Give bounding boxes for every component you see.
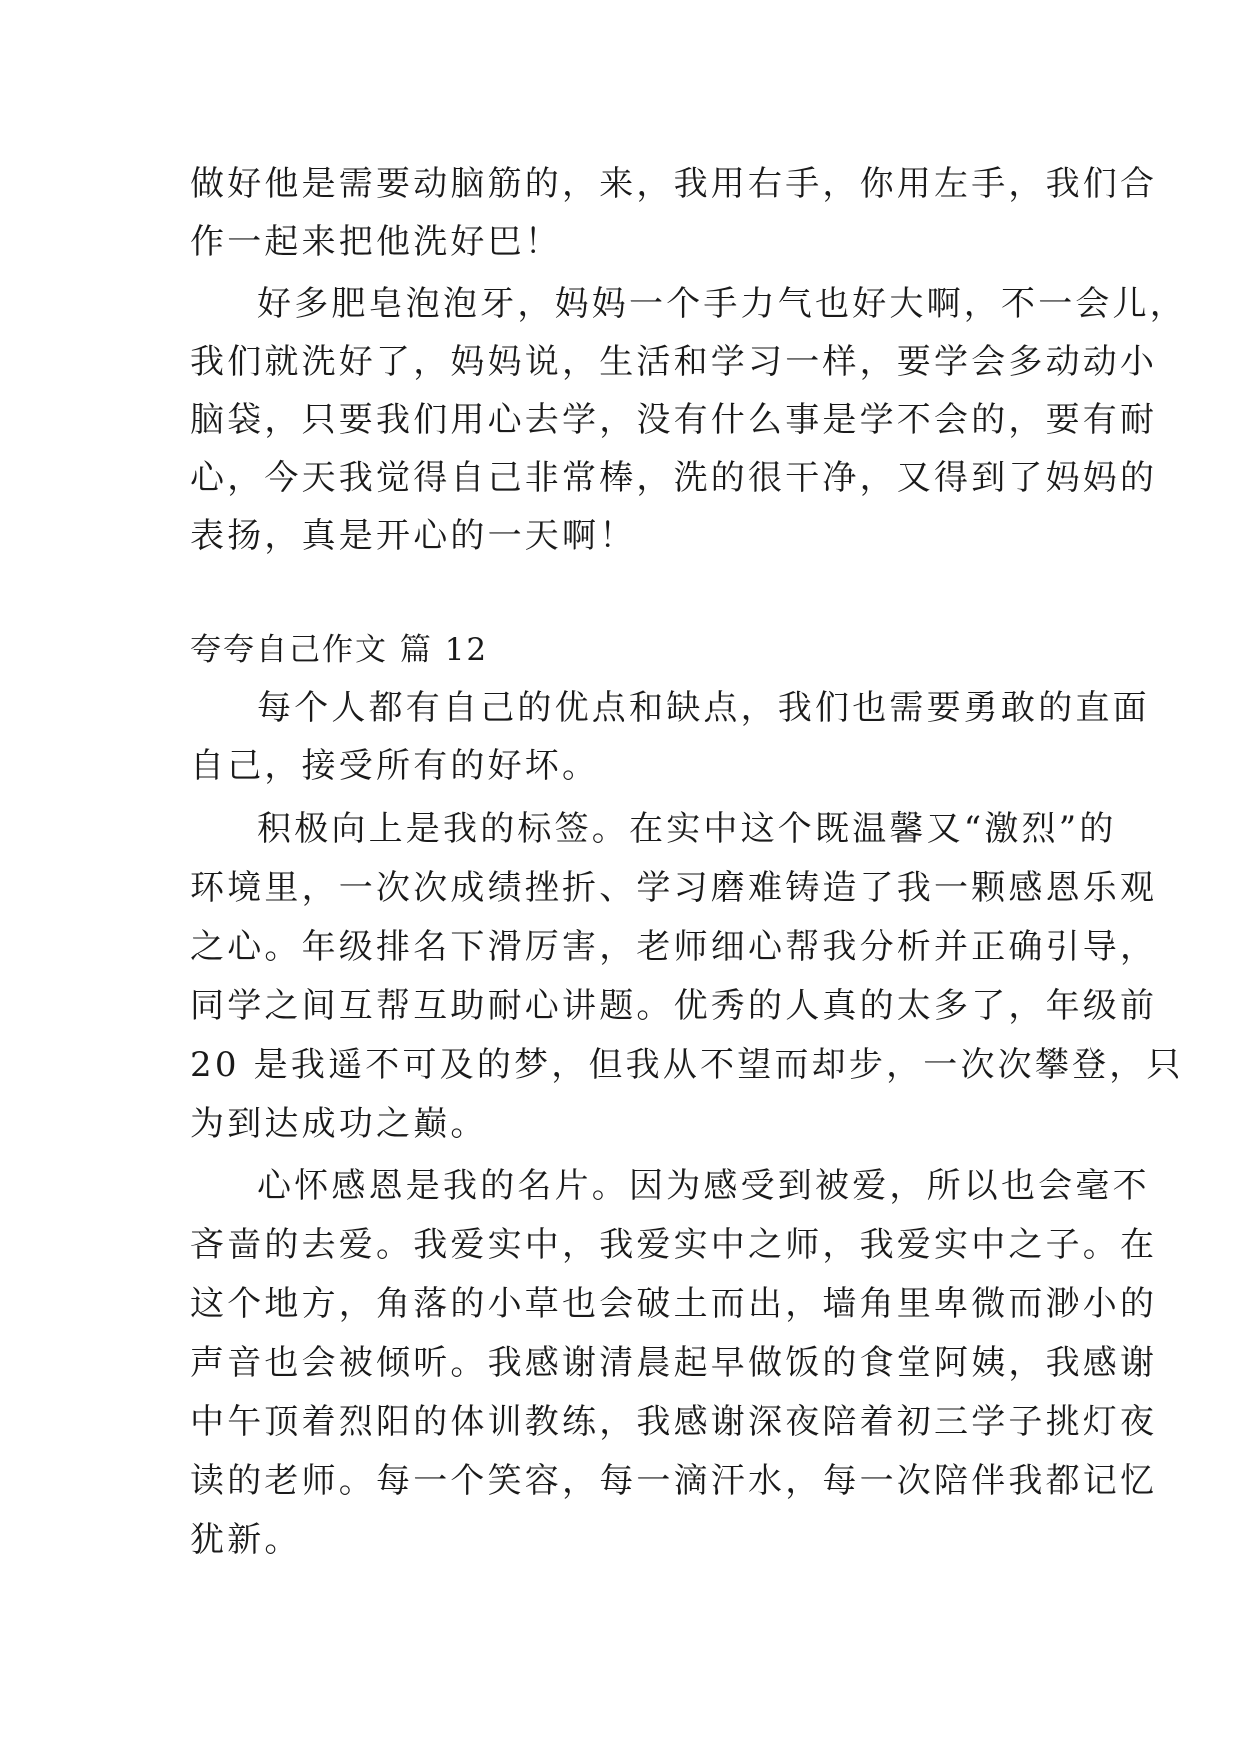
text-line: 脑袋，只要我们用心去学，没有什么事是学不会的，要有耐 xyxy=(190,400,1158,440)
text-line: 犹新。 xyxy=(190,1520,302,1560)
text-line: 心，今天我觉得自己非常棒，洗的很干净，又得到了妈妈的 xyxy=(190,458,1158,498)
text-line: 积极向上是我的标签。在实中这个既温馨又“激烈”的 xyxy=(257,809,1117,849)
text-line: 声音也会被倾听。我感谢清晨起早做饭的食堂阿姨，我感谢 xyxy=(190,1343,1158,1383)
text-line: 每个人都有自己的优点和缺点，我们也需要勇敢的直面 xyxy=(257,688,1150,728)
text-line: 中午顶着烈阳的体训教练，我感谢深夜陪着初三学子挑灯夜 xyxy=(190,1402,1158,1442)
text-line: 20 是我遥不可及的梦，但我从不望而却步，一次次攀登，只 xyxy=(190,1045,1184,1085)
section-heading: 夸夸自己作文 篇 12 xyxy=(190,632,489,668)
text-line: 做好他是需要动脑筋的，来，我用右手，你用左手，我们合 xyxy=(190,164,1158,204)
text-line: 之心。年级排名下滑厉害，老师细心帮我分析并正确引导， xyxy=(190,927,1158,967)
text-line: 读的老师。每一个笑容，每一滴汗水，每一次陪伴我都记忆 xyxy=(190,1461,1158,1501)
text-line: 同学之间互帮互助耐心讲题。优秀的人真的太多了，年级前 xyxy=(190,986,1158,1026)
text-line: 吝啬的去爱。我爱实中，我爱实中之师，我爱实中之子。在 xyxy=(190,1225,1158,1265)
text-line: 我们就洗好了，妈妈说，生活和学习一样，要学会多动动小 xyxy=(190,342,1158,382)
text-line: 这个地方，角落的小草也会破土而出，墙角里卑微而渺小的 xyxy=(190,1284,1158,1324)
text-line: 好多肥皂泡泡牙，妈妈一个手力气也好大啊，不一会儿， xyxy=(257,284,1187,324)
text-line: 表扬，真是开心的一天啊！ xyxy=(190,516,637,556)
text-line: 作一起来把他洗好巴！ xyxy=(190,222,562,262)
text-line: 心怀感恩是我的名片。因为感受到被爱，所以也会毫不 xyxy=(257,1166,1150,1206)
text-line: 自己，接受所有的好坏。 xyxy=(190,746,600,786)
text-line: 为到达成功之巅。 xyxy=(190,1104,488,1144)
text-line: 环境里，一次次成绩挫折、学习磨难铸造了我一颗感恩乐观 xyxy=(190,868,1158,908)
